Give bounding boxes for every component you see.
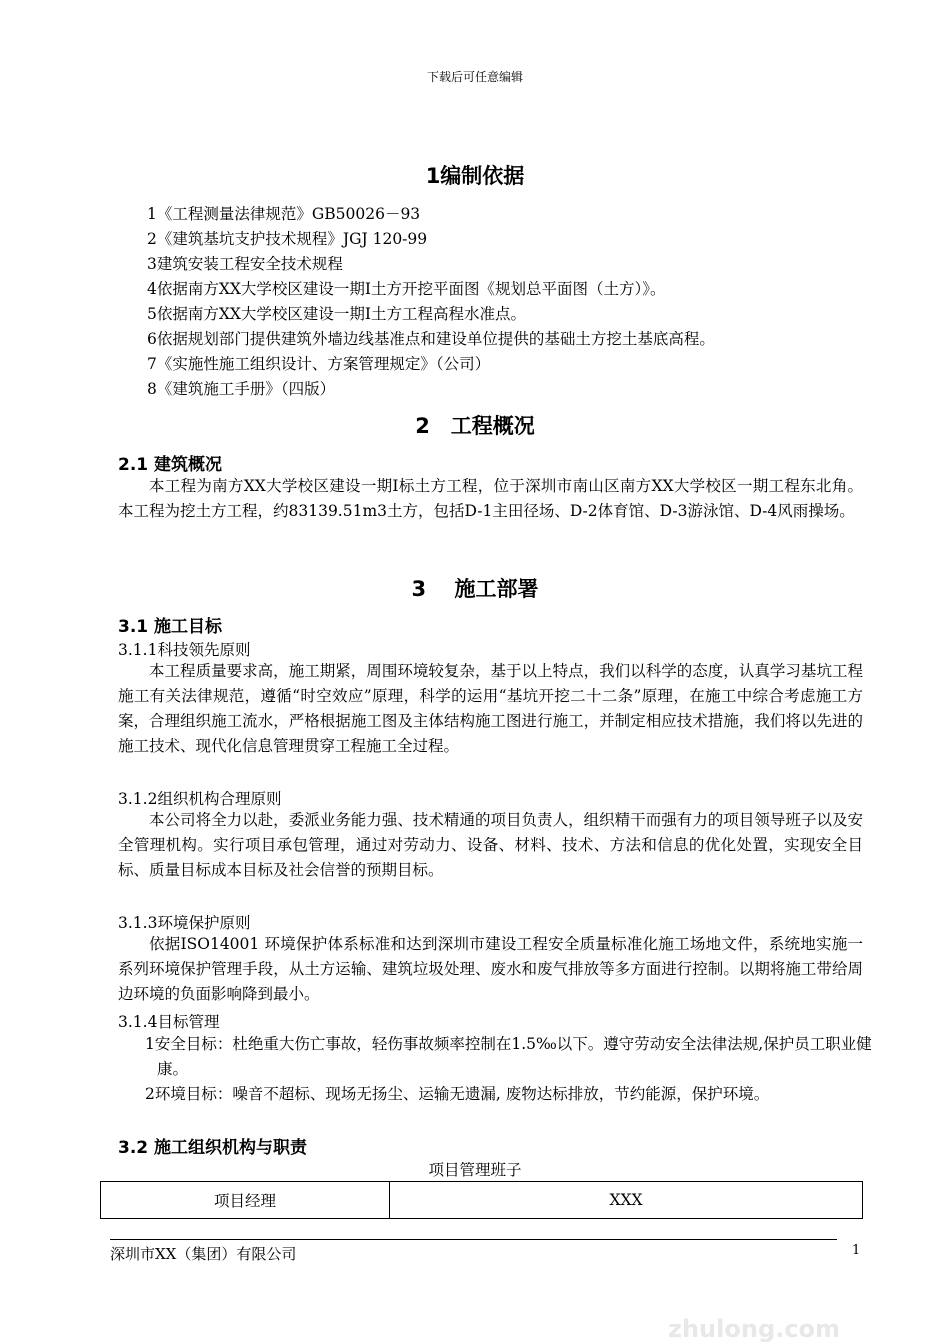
subsection-3-1-1-text: 本工程质量要求高，施工期紧，周围环境较复杂，基于以上特点，我们以科学的态度，认真学习基坑工程施工有关法律规范，遵循“时空效应”原理，科学的运用“基坑开挖二十二条”原理，在施工中综合考虑施工方案，合理组织施工流水，严格根据施工图及主体结构施工图进行施工，并制定相应技术措施，我们将以先进的施工技术、现代化信息管理贯穿工程施工全过程。 (118, 662, 863, 755)
target-item: 1安全目标：杜绝重大伤亡事故，轻伤事故频率控制在1.5‰以下。遵守劳动安全法律法规,保护员工职业健康。 (145, 1035, 872, 1078)
page-number: 1 (852, 1243, 861, 1258)
reference-item: 5依据南方XX大学校区建设一期Ⅰ土方工程高程水准点。 (147, 305, 527, 323)
reference-item: 6依据规划部门提供建筑外墙边线基准点和建设单位提供的基础土方挖土基底高程。 (147, 330, 715, 348)
reference-item: 2《建筑基坑支护技术规程》JGJ 120-99 (147, 230, 428, 248)
reference-item: 3建筑安装工程安全技术规程 (147, 255, 343, 273)
table-cell-name: XXX (390, 1182, 863, 1219)
section-2-1-title: 2.1 建筑概况 (118, 455, 223, 475)
footer-company: 深圳市XX（集团）有限公司 (110, 1245, 297, 1263)
section-3-1-title: 3.1 施工目标 (118, 617, 223, 637)
reference-item: 4依据南方XX大学校区建设一期Ⅰ土方开挖平面图《规划总平面图（土方）》。 (147, 280, 666, 298)
section-3-2-title: 3.2 施工组织机构与职责 (118, 1138, 308, 1158)
management-table (100, 1181, 863, 1219)
subsection-3-1-1: 3.1.1科技领先原则 (118, 641, 251, 659)
section-2-1-text: 本工程为南方XX大学校区建设一期Ⅰ标土方工程，位于深圳市南山区南方XX大学校区一期工程东北角。本工程为挖土方工程，约83139.51m3土方，包括D-1主田径场、D-2体育馆、D-3游泳馆、D-4风雨操场。 (118, 477, 863, 520)
reference-item: 8《建筑施工手册》（四版） (147, 380, 336, 398)
reference-item: 1《工程测量法律规范》GB50026－93 (147, 205, 421, 223)
subsection-3-1-2: 3.1.2组织机构合理原则 (118, 790, 282, 808)
subsection-3-1-2-text: 本公司将全力以赴，委派业务能力强、技术精通的项目负责人，组织精干而强有力的项目领导班子以及安全管理机构。实行项目承包管理，通过对劳动力、设备、材料、技术、方法和信息的优化处置，实现安全目标、质量目标成本目标及社会信誉的预期目标。 (118, 811, 863, 879)
watermark: zhulong.com (668, 1315, 840, 1343)
subsection-3-1-3-text: 依据ISO14001 环境保护体系标准和达到深圳市建设工程安全质量标准化施工场地文件，系统地实施一系列环境保护管理手段，从土方运输、建筑垃圾处理、废水和废气排放等多方面进行控制。以期将施工带给周边环境的负面影响降到最小。 (118, 935, 863, 1003)
subsection-3-1-3: 3.1.3环境保护原则 (118, 914, 251, 932)
subsection-3-1-4: 3.1.4目标管理 (118, 1013, 220, 1031)
footer-divider (110, 1239, 837, 1240)
table-caption: 项目管理班子 (428, 1161, 522, 1179)
table-row (101, 1182, 863, 1219)
section-1-title: 1编制依据 (425, 164, 525, 188)
page-header: 下载后可任意编辑 (426, 70, 523, 84)
section-3-title: 3 施工部署 (411, 577, 539, 601)
target-item: 2环境目标：噪音不超标、现场无扬尘、运输无遗漏, 废物达标排放，节约能源，保护环境。 (145, 1085, 770, 1103)
section-2-title: 2 工程概况 (415, 414, 535, 438)
table-cell-role: 项目经理 (101, 1182, 390, 1219)
reference-item: 7《实施性施工组织设计、方案管理规定》（公司） (147, 355, 491, 373)
